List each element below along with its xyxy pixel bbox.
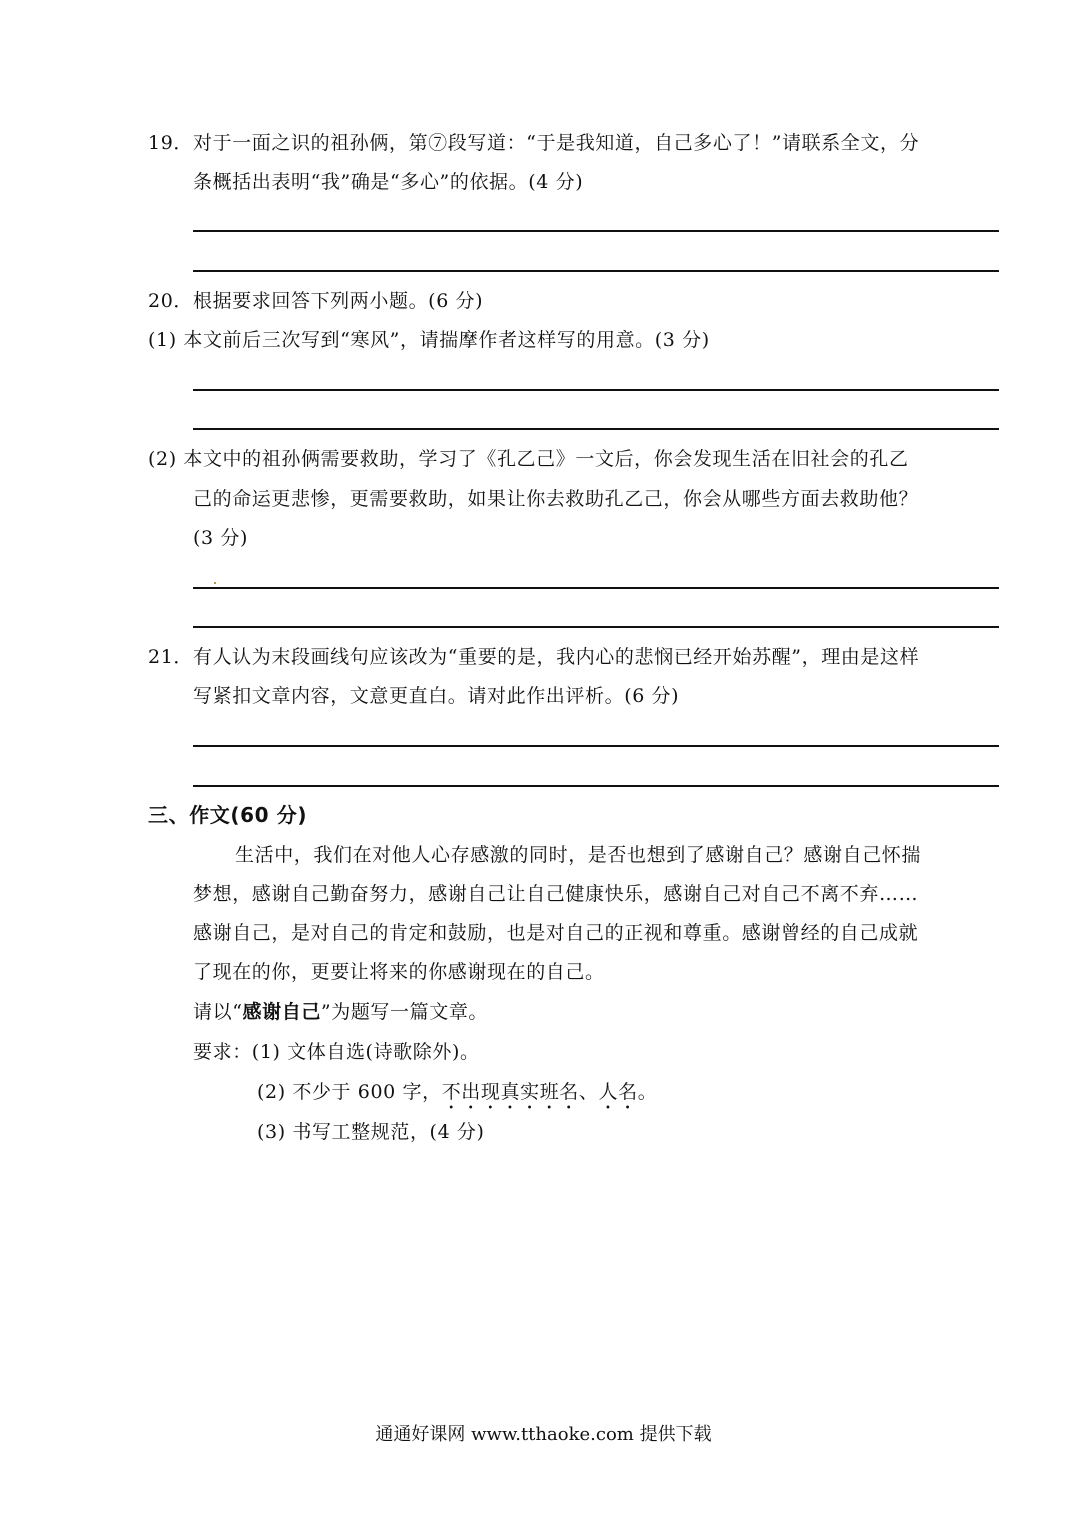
answer-line: [193, 785, 999, 787]
q20-sub-2-line-3: (3 分): [193, 527, 248, 549]
requirement-2-prefix: (2) 不少于 600 字，: [257, 1081, 442, 1103]
q21-line-2: 写紧扣文章内容，文意更直白。请对此作出评析。(6 分): [193, 685, 680, 707]
essay-paragraph-line-1: 生活中，我们在对他人心存感激的同时，是否也想到了感谢自己？感谢自己怀揣: [235, 844, 922, 866]
essay-prompt-suffix: ”为题写一篇文章。: [320, 1001, 489, 1023]
essay-paragraph-line-4: 了现在的你，更要让将来的你感谢现在的自己。: [193, 961, 605, 983]
q20-sub-1: (1) 本文前后三次写到“寒风”，请揣摩作者这样写的用意。(3 分): [148, 329, 710, 351]
q21-line-1: 21．有人认为末段画线句应该改为“重要的是，我内心的悲悯已经开始苏醒”，理由是这样: [148, 646, 920, 668]
speck: [214, 582, 216, 584]
q19-line-1: 19．对于一面之识的祖孙俩，第⑦段写道：“于是我知道，自己多心了！”请联系全文，分: [148, 132, 920, 154]
answer-line: [193, 270, 999, 272]
q20-stem: 20．根据要求回答下列两小题。(6 分): [148, 290, 484, 312]
q19-line-2: 条概括出表明“我”确是“多心”的依据。(4 分): [193, 171, 584, 193]
requirement-3: (3) 书写工整规范，(4 分): [257, 1121, 485, 1143]
answer-line: [193, 626, 999, 628]
answer-line: [193, 230, 999, 232]
essay-prompt-prefix: 请以“: [193, 1001, 243, 1023]
section-heading: 三、作文(60 分): [148, 803, 308, 827]
answer-line: [193, 587, 999, 589]
answer-line: [193, 389, 999, 391]
q20-sub-2-line-2: 己的命运更悲惨，更需要救助，如果让你去救助孔乙己，你会从哪些方面去救助他？: [193, 488, 919, 510]
answer-line: [193, 428, 999, 430]
essay-prompt: [193, 999, 488, 1025]
essay-paragraph-line-3: 感谢自己，是对自己的肯定和鼓励，也是对自己的正视和尊重。感谢曾经的自己成就: [193, 922, 919, 944]
footer-credit: 通通好课网 www.tthaoke.com 提供下载: [375, 1424, 712, 1445]
essay-paragraph-line-2: 梦想，感谢自己勤奋努力，感谢自己让自己健康快乐，感谢自己对自己不离不弃……: [193, 883, 919, 905]
q20-sub-2-line-1: (2) 本文中的祖孙俩需要救助，学习了《孔乙己》一文后，你会发现生活在旧社会的孔乙: [148, 448, 909, 470]
requirement-2-emphasis: 不出现真实班名、人名: [441, 1081, 638, 1103]
requirement-2: [257, 1079, 657, 1114]
requirement-2-suffix: 。: [637, 1081, 658, 1103]
requirement-1: 要求：(1) 文体自选(诗歌除外)。: [193, 1041, 480, 1063]
answer-line: [193, 745, 999, 747]
essay-title: 感谢自己: [242, 1001, 321, 1023]
